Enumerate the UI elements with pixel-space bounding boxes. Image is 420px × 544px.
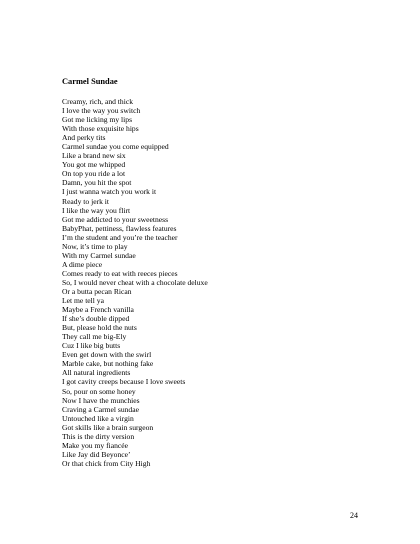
- poem-line: With those exquisite hips: [62, 124, 139, 134]
- poem-line: Now I have the munchies: [62, 395, 140, 405]
- poem-line: Or a butta pecan Rican: [62, 286, 132, 296]
- poem-line: Got me licking my lips: [62, 115, 133, 125]
- poem-line: I like the way you flirt: [62, 205, 131, 215]
- poem-line: Damn, you hit the spot: [62, 178, 132, 188]
- poem-line: All natural ingredients: [62, 368, 131, 378]
- poem-line: You got me whipped: [62, 160, 126, 170]
- poem-line: Comes ready to eat with reeces pieces: [62, 268, 178, 278]
- poem-line: Cuz I like big butts: [62, 341, 121, 351]
- poem-line: With my Carmel sundae: [62, 250, 136, 260]
- poem-line: If she’s double dipped: [62, 314, 130, 324]
- poem-line: And perky tits: [62, 133, 106, 143]
- poem-line: Got skills like a brain surgeon: [62, 422, 154, 432]
- poem-line: Untouched like a virgin: [62, 413, 134, 423]
- poem-line: Marble cake, but nothing fake: [62, 359, 154, 369]
- poem-line: Maybe a French vanilla: [62, 305, 134, 315]
- poem-body: [62, 97, 208, 468]
- poem-line: On top you ride a lot: [62, 169, 126, 179]
- poem-line: Like Jay did Beyonce’: [62, 449, 131, 459]
- poem-line: Ready to jerk it: [62, 196, 110, 206]
- poem-line: I’m the student and you’re the teacher: [62, 232, 178, 242]
- poem-line: This is the dirty version: [62, 431, 135, 441]
- poem-line: Carmel sundae you come equipped: [62, 142, 169, 152]
- poem-line: Got me addicted to your sweetness: [62, 214, 169, 224]
- poem-title: Carmel Sundae: [62, 77, 118, 86]
- poem-line: Craving a Carmel sundae: [62, 404, 139, 414]
- poem-line: BabyPhat, pettiness, flawless features: [62, 223, 177, 233]
- poem-line: I just wanna watch you work it: [62, 187, 157, 197]
- poem-line: I love the way you switch: [62, 106, 141, 116]
- poem-line: Now, it’s time to play: [62, 241, 128, 251]
- poem-line: So, pour on some honey: [62, 386, 136, 396]
- poem-line: Or that chick from City High: [62, 458, 151, 468]
- poem-line: Creamy, rich, and thick: [62, 97, 133, 106]
- poem-line: I got cavity creeps because I love sweets: [62, 377, 186, 387]
- poem-line: Let me tell ya: [62, 296, 104, 306]
- poem-line: A dime piece: [62, 259, 103, 269]
- page-number: 24: [350, 511, 358, 520]
- poem-line: They call me big-Ely: [62, 332, 127, 342]
- poem-line: Like a brand new six: [62, 151, 126, 161]
- poem-line: So, I would never cheat with a chocolate deluxe: [62, 277, 208, 287]
- poem-line: Even get down with the swirl: [62, 350, 152, 360]
- poem-line: But, please hold the nuts: [62, 323, 137, 333]
- poem-line: Make you my fiancée: [62, 440, 128, 450]
